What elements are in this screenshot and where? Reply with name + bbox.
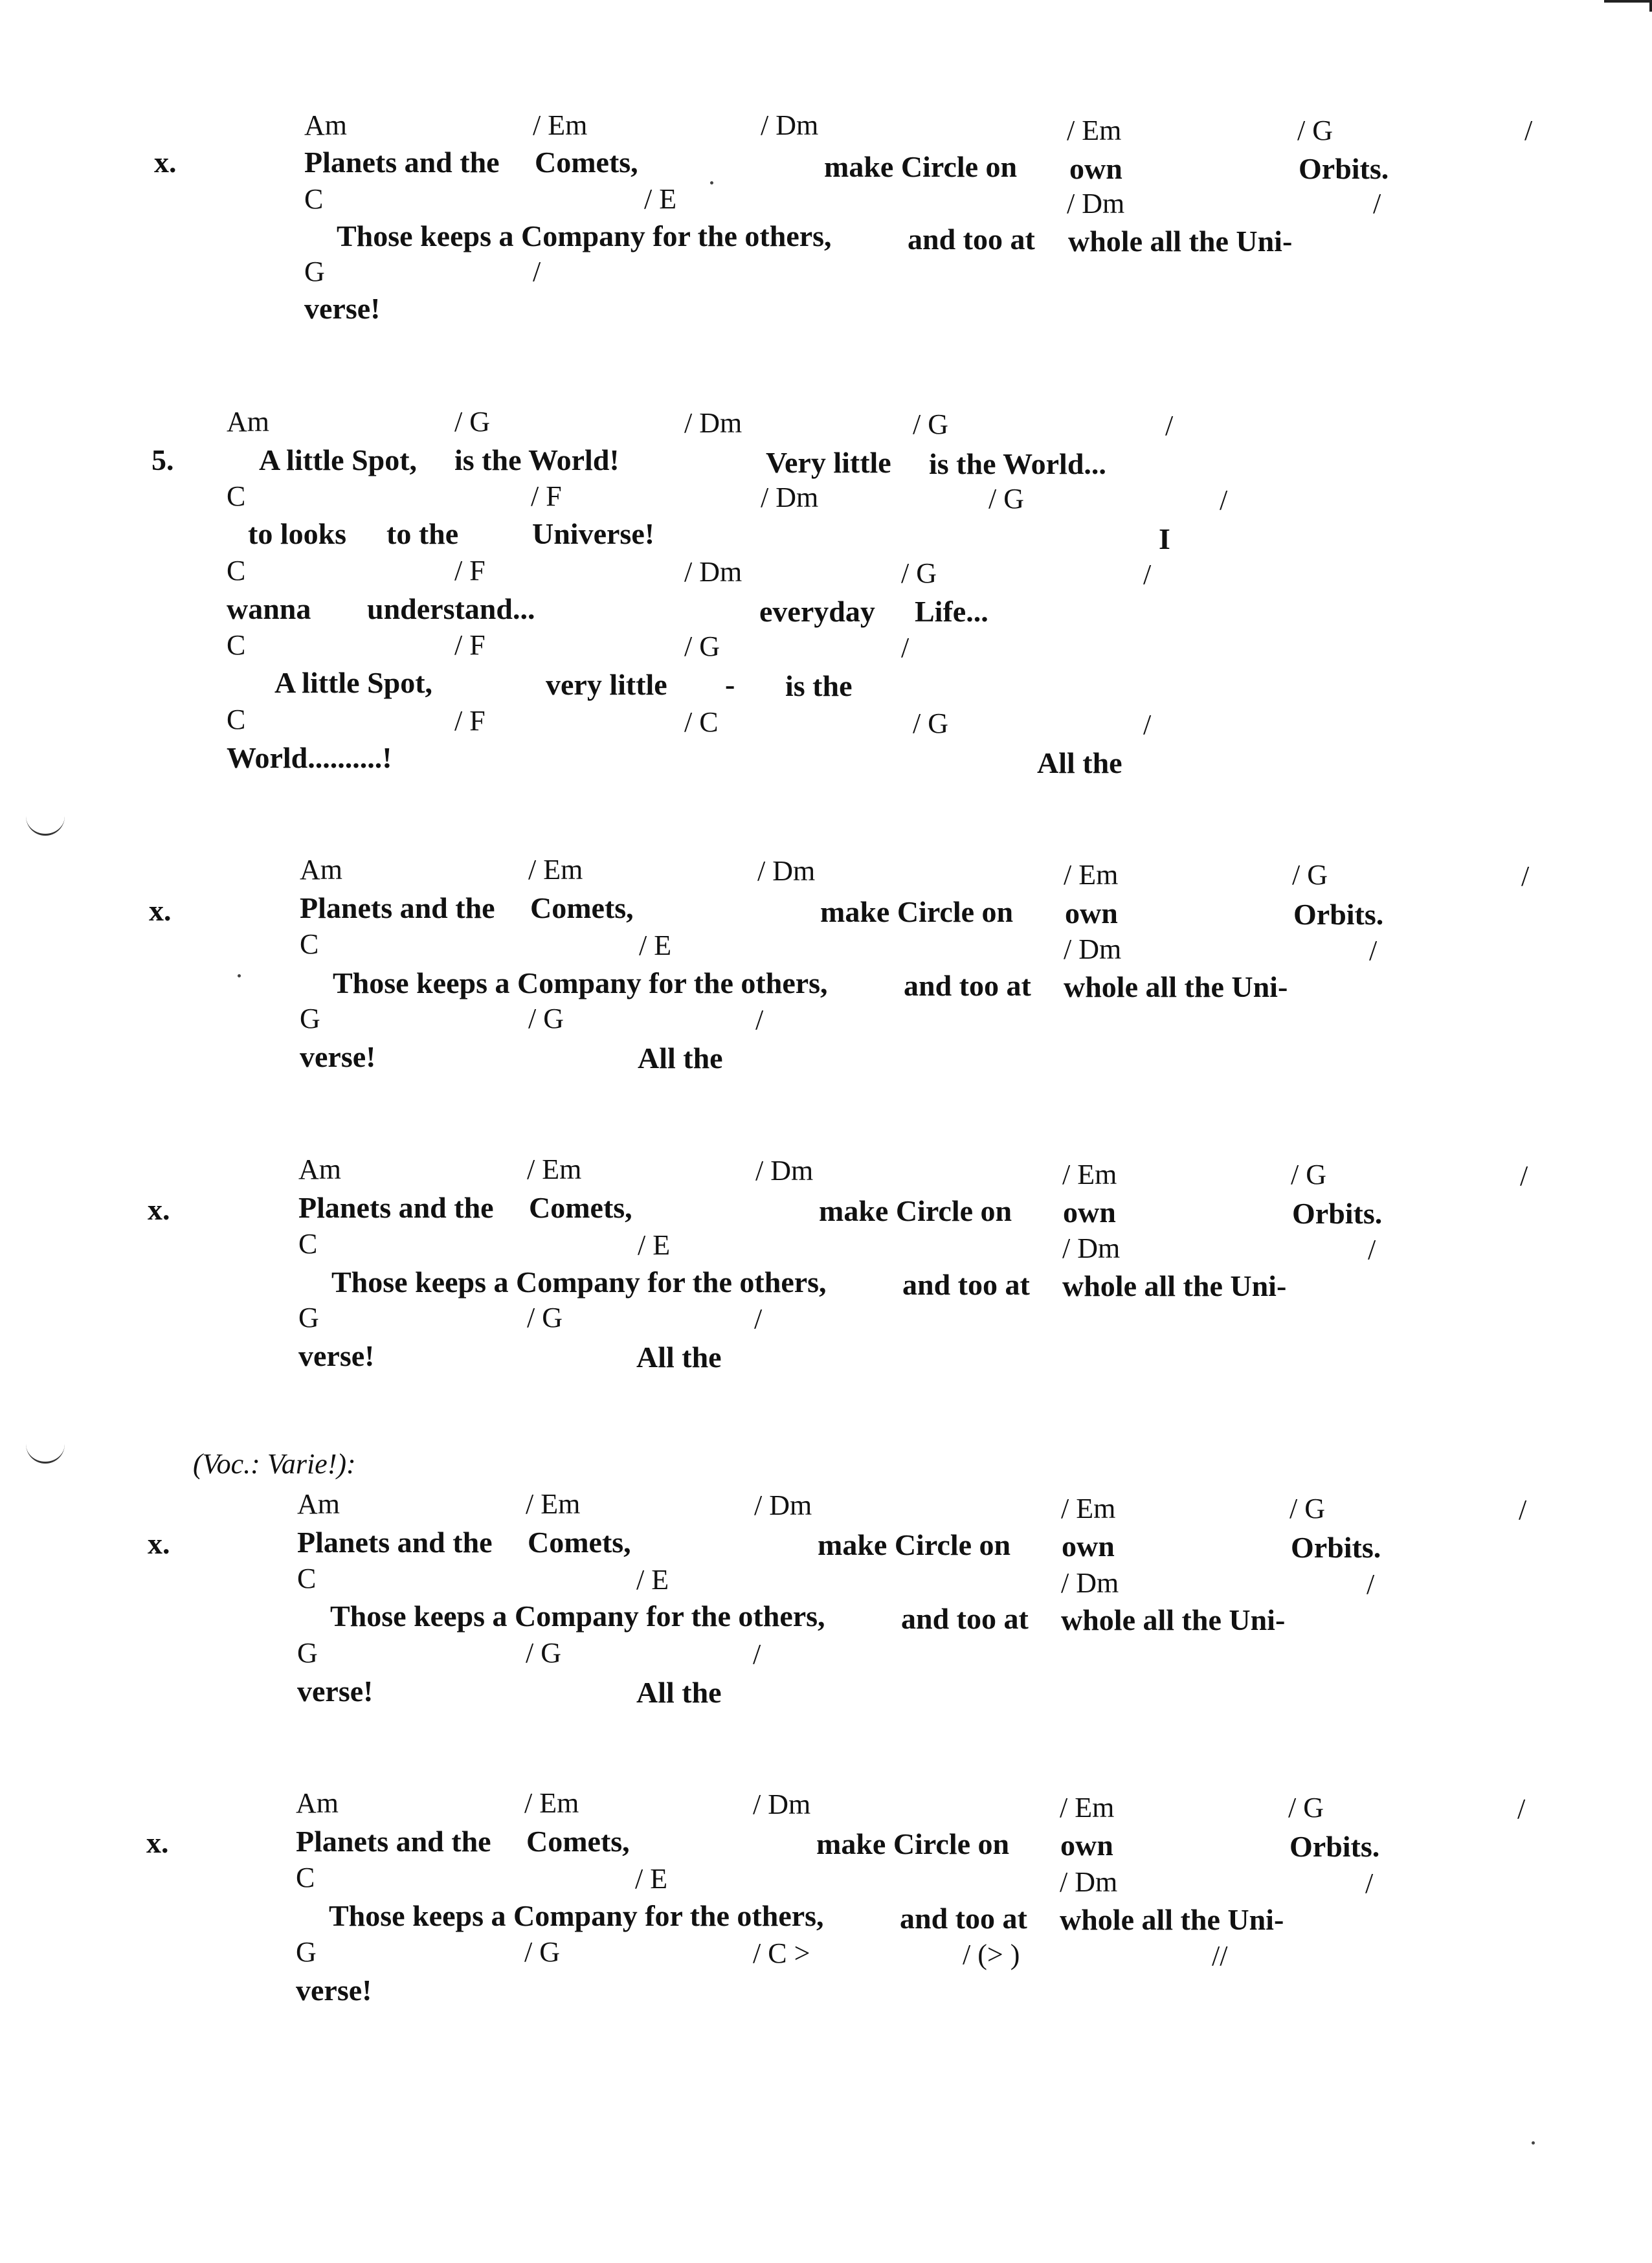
lyric: Orbits.: [1289, 1830, 1380, 1863]
chord: /: [1165, 410, 1174, 441]
chord: / Em: [1064, 859, 1119, 891]
chord: / (> ): [963, 1939, 1020, 1970]
lyric: verse!: [298, 1339, 375, 1372]
lyric: everyday: [759, 595, 875, 628]
chord: / G: [913, 708, 948, 739]
chord: G: [300, 1003, 320, 1034]
chord: / Dm: [753, 1789, 811, 1820]
chord: /: [1519, 1494, 1527, 1526]
lyric: make Circle on: [824, 150, 1018, 183]
chord: / G: [526, 1637, 561, 1669]
chord: C: [296, 1862, 315, 1893]
lyric: Those keeps a Company for the others,: [333, 966, 828, 999]
chord: /: [1517, 1793, 1526, 1825]
chord: /: [533, 256, 541, 287]
lyric: own: [1065, 897, 1118, 930]
chord: Am: [300, 854, 342, 886]
lyric: make Circle on: [820, 895, 1014, 928]
lyric: own: [1069, 152, 1122, 185]
chord: /: [1368, 1234, 1376, 1265]
chord: / G: [1292, 859, 1328, 891]
lyric: whole all the Uni-: [1061, 1603, 1286, 1636]
chord: /: [755, 1004, 764, 1036]
lyric: Comets,: [526, 1825, 630, 1858]
chord: C: [298, 1228, 318, 1260]
chord: Am: [227, 406, 269, 438]
chord: / C: [684, 706, 719, 738]
lyric: Comets,: [530, 891, 634, 924]
block-label: x.: [154, 146, 177, 179]
chord: / Em: [1060, 1792, 1115, 1823]
chord: G: [297, 1637, 318, 1669]
chord: / Dm: [684, 407, 742, 439]
chord: / G: [1297, 115, 1333, 146]
speck: [238, 974, 241, 977]
lyric: to the: [386, 517, 459, 550]
lyric: and too at: [904, 969, 1031, 1002]
punch-hole-mark: [26, 1444, 65, 1464]
lyric: verse!: [304, 292, 381, 325]
chord: C: [227, 629, 246, 661]
chord: / E: [644, 183, 677, 215]
chord: /: [901, 632, 910, 663]
chord: //: [1212, 1940, 1228, 1972]
chord: / F: [531, 480, 562, 512]
lyric: Those keeps a Company for the others,: [329, 1899, 824, 1932]
lyric: World..........!: [227, 741, 392, 774]
chord: / G: [454, 406, 490, 438]
chord: Am: [296, 1787, 339, 1819]
chord: Am: [298, 1154, 341, 1185]
chord: / G: [528, 1003, 564, 1034]
lyric: is the World...: [929, 447, 1106, 480]
chord: / F: [454, 705, 486, 737]
lyric: verse!: [296, 1974, 372, 2007]
chord: Am: [297, 1488, 340, 1520]
chord: / Dm: [1064, 933, 1122, 965]
lyric: understand...: [367, 592, 535, 625]
chord: / G: [684, 630, 720, 662]
block-label: x.: [148, 1527, 170, 1560]
chord: / G: [1288, 1792, 1324, 1823]
chord: /: [1143, 709, 1152, 741]
chord: / Em: [1061, 1493, 1116, 1524]
block-label: x.: [146, 1826, 169, 1859]
chord: /: [1367, 1568, 1375, 1600]
chord: / G: [524, 1936, 560, 1968]
vocal-note: (Voc.: Varie!):: [193, 1448, 356, 1480]
chord: / Dm: [1067, 188, 1125, 219]
chord: / Dm: [757, 855, 816, 887]
chord: / F: [454, 555, 486, 586]
lyric: Orbits.: [1291, 1531, 1381, 1564]
lyric: verse!: [300, 1040, 376, 1073]
chord: / F: [454, 629, 486, 661]
lyric: Comets,: [528, 1526, 631, 1559]
chord: /: [1220, 484, 1228, 516]
lyric: and too at: [908, 223, 1035, 256]
lyric: All the: [636, 1341, 722, 1374]
lyric: is the World!: [454, 443, 620, 476]
chord: /: [1524, 115, 1533, 146]
chord: / E: [635, 1863, 668, 1895]
page-edge-mark: [1604, 0, 1652, 12]
lyric: Those keeps a Company for the others,: [331, 1265, 827, 1299]
chord: / G: [527, 1302, 563, 1333]
chord: / G: [901, 557, 937, 589]
lyric: All the: [638, 1042, 723, 1075]
lyric: verse!: [297, 1675, 374, 1708]
chord: /: [1520, 1160, 1528, 1192]
lyric: whole all the Uni-: [1062, 1269, 1287, 1302]
chord: / C >: [753, 1937, 810, 1969]
lyric: -: [725, 668, 735, 701]
lyric: Those keeps a Company for the others,: [337, 219, 832, 252]
lyric: Planets and the: [300, 891, 495, 924]
lyric: own: [1062, 1530, 1115, 1563]
lyric: own: [1063, 1196, 1116, 1229]
chord: /: [1373, 188, 1381, 219]
punch-hole-mark: [26, 816, 65, 836]
lyric: Planets and the: [297, 1526, 493, 1559]
block-label: x.: [149, 894, 172, 927]
chord: / Em: [1067, 115, 1122, 146]
chord: C: [297, 1563, 317, 1594]
lyric: make Circle on: [816, 1827, 1010, 1860]
lyric: Those keeps a Company for the others,: [330, 1600, 825, 1633]
lyric: Very little: [766, 446, 891, 479]
chord: / Em: [526, 1488, 581, 1520]
lyric: Comets,: [529, 1191, 632, 1224]
chord: / Em: [1062, 1159, 1117, 1190]
chord: / Em: [533, 109, 588, 141]
lyric: is the: [785, 669, 853, 702]
chord: / Dm: [1060, 1866, 1118, 1898]
lyric: Orbits.: [1293, 898, 1384, 931]
chord: / G: [1291, 1159, 1326, 1190]
lyric: and too at: [901, 1602, 1029, 1635]
chord: C: [227, 480, 246, 512]
chord: / G: [988, 483, 1024, 515]
chord: / Dm: [754, 1489, 812, 1521]
chord: C: [304, 183, 324, 215]
speck: [710, 181, 713, 184]
chord: / Dm: [1061, 1567, 1119, 1599]
chord: / G: [913, 408, 948, 440]
chord: / Em: [527, 1154, 582, 1185]
lyric: own: [1060, 1829, 1113, 1862]
lyric: very little: [546, 668, 667, 701]
lyric: make Circle on: [819, 1194, 1012, 1227]
lyric: make Circle on: [818, 1528, 1011, 1561]
chord: C: [227, 704, 246, 735]
speck: [1532, 2141, 1535, 2145]
lyric: Planets and the: [304, 146, 500, 179]
lyric: A little Spot,: [274, 666, 433, 699]
chord: / E: [638, 1229, 671, 1261]
chord: /: [1365, 1867, 1374, 1899]
chord: / Em: [524, 1787, 579, 1819]
chord: G: [296, 1936, 317, 1968]
chord: / Dm: [761, 109, 819, 141]
block-label: x.: [148, 1193, 170, 1226]
chord: / G: [1289, 1493, 1325, 1524]
chord: / Dm: [1062, 1232, 1121, 1264]
lyric: Life...: [915, 595, 988, 628]
lyric: Planets and the: [296, 1825, 491, 1858]
lyric: Orbits.: [1292, 1197, 1383, 1230]
lyric: Orbits.: [1299, 152, 1389, 185]
lyric: wanna: [227, 592, 311, 625]
lyric: whole all the Uni-: [1068, 225, 1293, 258]
chord: /: [1369, 935, 1378, 966]
lyric: All the: [636, 1676, 722, 1709]
chord: C: [300, 928, 319, 960]
lyric: I: [1159, 522, 1170, 555]
chord: /: [1143, 559, 1152, 590]
lyric: whole all the Uni-: [1060, 1903, 1284, 1936]
chord: / Dm: [755, 1155, 814, 1187]
lyric: Universe!: [532, 517, 655, 550]
lyric: Comets,: [535, 146, 638, 179]
chord: / E: [639, 930, 672, 961]
chord: / Dm: [684, 556, 742, 588]
chord: G: [304, 256, 325, 287]
chord: / Dm: [761, 482, 819, 513]
chord: C: [227, 555, 246, 586]
chord: / E: [636, 1564, 669, 1596]
lyric: to looks: [248, 517, 347, 550]
lyric: and too at: [902, 1268, 1030, 1301]
chord: / Em: [528, 854, 583, 886]
lyric: Planets and the: [298, 1191, 494, 1224]
chord: /: [1521, 860, 1530, 892]
lyric: whole all the Uni-: [1064, 970, 1288, 1003]
chord: /: [753, 1638, 761, 1670]
chord: /: [754, 1303, 763, 1335]
lyric: and too at: [900, 1902, 1027, 1935]
chord: Am: [304, 109, 347, 141]
lyric: All the: [1037, 746, 1122, 779]
block-label: 5.: [151, 443, 174, 476]
lyric: A little Spot,: [259, 443, 418, 476]
chord: G: [298, 1302, 319, 1333]
